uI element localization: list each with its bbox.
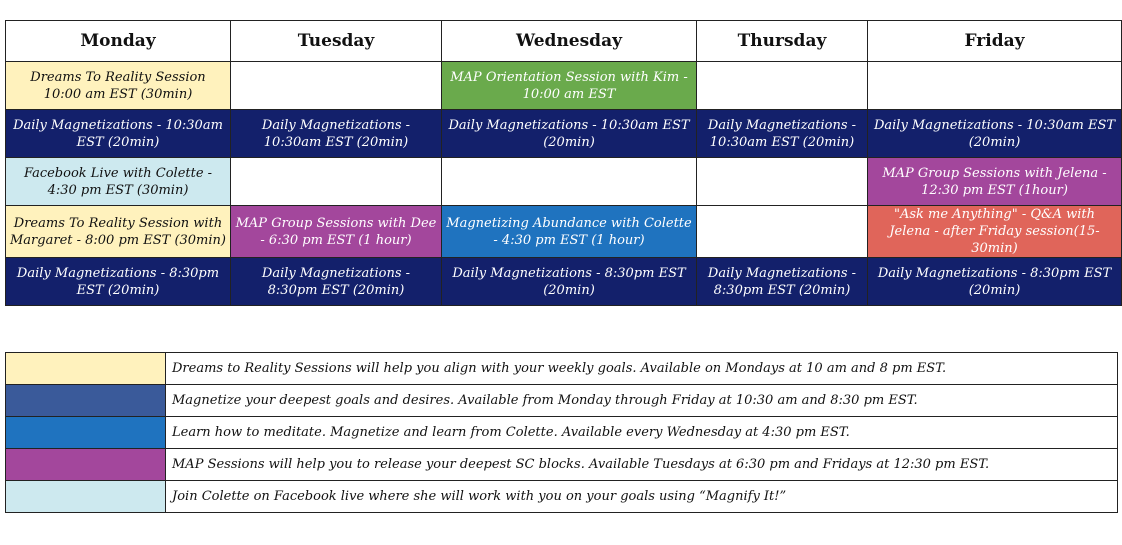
session-cell: Dreams To Reality Session with Margaret - 8:00 pm EST (30min) [6, 206, 231, 258]
legend-row [6, 449, 1118, 481]
schedule-row [6, 110, 1122, 158]
legend-color-swatch [6, 417, 166, 449]
session-cell: Daily Magnetizations - 10:30am EST (20min) [442, 110, 697, 158]
day-header-friday: Friday [868, 21, 1122, 62]
legend-description: MAP Sessions will help you to release your deepest SC blocks. Available Tuesdays at 6:30 pm and Fridays at 12:30 pm EST. [166, 449, 1118, 481]
session-cell: "Ask me Anything" - Q&A with Jelena - after Friday session(15-30min) [868, 206, 1122, 258]
session-cell: Facebook Live with Colette - 4:30 pm EST (30min) [6, 158, 231, 206]
empty-cell [231, 62, 442, 110]
session-cell: Daily Magnetizations - 8:30pm EST (20min) [6, 258, 231, 306]
session-cell: Magnetizing Abundance with Colette - 4:30 pm EST (1 hour) [442, 206, 697, 258]
session-cell: Daily Magnetizations - 8:30pm EST (20min) [697, 258, 868, 306]
legend-row [6, 353, 1118, 385]
session-cell: Daily Magnetizations - 8:30pm EST (20min) [231, 258, 442, 306]
legend-description: Learn how to meditate. Magnetize and learn from Colette. Available every Wednesday at 4:30 pm EST. [166, 417, 1118, 449]
session-cell: Daily Magnetizations - 8:30pm EST (20min) [868, 258, 1122, 306]
legend-color-swatch [6, 385, 166, 417]
empty-cell [442, 158, 697, 206]
empty-cell [231, 158, 442, 206]
legend-description: Magnetize your deepest goals and desires. Available from Monday through Friday at 10:30 am and 8:30 pm EST. [166, 385, 1118, 417]
legend-row [6, 385, 1118, 417]
schedule-row [6, 206, 1122, 258]
session-cell: Dreams To Reality Session 10:00 am EST (30min) [6, 62, 231, 110]
legend-row [6, 481, 1118, 513]
session-cell: MAP Orientation Session with Kim - 10:00 am EST [442, 62, 697, 110]
session-cell: Daily Magnetizations - 10:30am EST (20min) [868, 110, 1122, 158]
legend-color-swatch [6, 481, 166, 513]
legend-table [5, 352, 1118, 513]
session-cell: MAP Group Sessions with Jelena - 12:30 pm EST (1hour) [868, 158, 1122, 206]
day-header-tuesday: Tuesday [231, 21, 442, 62]
day-header-thursday: Thursday [697, 21, 868, 62]
session-cell: Daily Magnetizations - 10:30am EST (20min) [697, 110, 868, 158]
day-header-monday: Monday [6, 21, 231, 62]
empty-cell [868, 62, 1122, 110]
schedule-header-row [6, 21, 1122, 62]
session-cell: Daily Magnetizations - 8:30pm EST (20min) [442, 258, 697, 306]
schedule-row [6, 258, 1122, 306]
session-cell: Daily Magnetizations - 10:30am EST (20min) [6, 110, 231, 158]
empty-cell [697, 206, 868, 258]
day-header-wednesday: Wednesday [442, 21, 697, 62]
schedule-row [6, 62, 1122, 110]
weekly-schedule-table [5, 20, 1122, 306]
legend-description: Dreams to Reality Sessions will help you align with your weekly goals. Available on Mondays at 10 am and 8 pm EST. [166, 353, 1118, 385]
legend-row [6, 417, 1118, 449]
legend-description: Join Colette on Facebook live where she will work with you on your goals using “Magnify It!” [166, 481, 1118, 513]
session-cell: Daily Magnetizations - 10:30am EST (20min) [231, 110, 442, 158]
session-cell: MAP Group Sessions with Dee - 6:30 pm EST (1 hour) [231, 206, 442, 258]
empty-cell [697, 62, 868, 110]
schedule-row [6, 158, 1122, 206]
empty-cell [697, 158, 868, 206]
legend-color-swatch [6, 449, 166, 481]
legend-color-swatch [6, 353, 166, 385]
